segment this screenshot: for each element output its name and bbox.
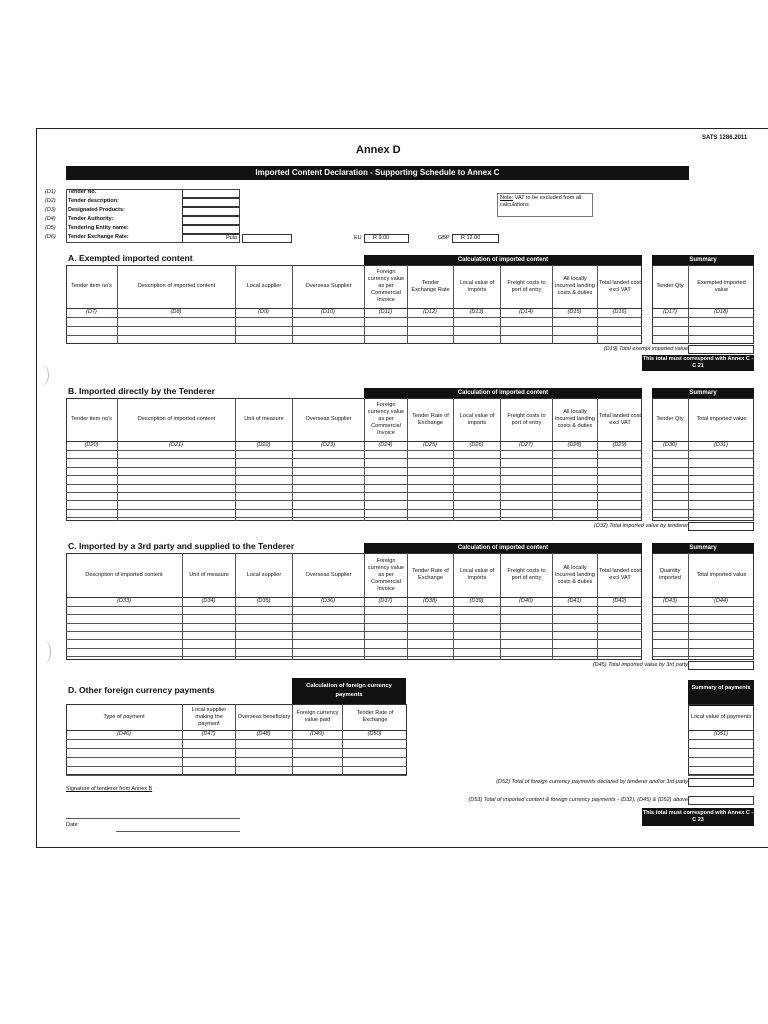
summary-row[interactable] [652, 500, 754, 501]
column-header: Foreign currency value as per Commercial Invoice [364, 265, 407, 308]
d52-total-field[interactable] [688, 778, 754, 787]
column-code: (D24) [378, 442, 393, 448]
section-total-field[interactable] [688, 522, 754, 531]
table-row[interactable] [66, 606, 642, 607]
column-header: Overseas beneficiary [235, 704, 292, 730]
summary-header-divider [652, 308, 754, 309]
summary-row[interactable] [652, 623, 754, 624]
info-code: (D4) [45, 216, 56, 222]
summary-header-bar: Summary of payments [688, 680, 754, 706]
table-row[interactable] [66, 757, 407, 758]
summary-header-bar: Summary [652, 255, 754, 265]
column-divider [453, 265, 454, 344]
column-code: (D42) [612, 598, 627, 604]
table-row[interactable] [66, 748, 407, 749]
summary-column-header: Exempted imported value [688, 265, 754, 308]
column-divider [292, 265, 293, 344]
info-code: (D2) [45, 198, 56, 204]
table-row[interactable] [66, 623, 642, 624]
calc-header-bar: Calculation of imported content [364, 255, 642, 265]
summary-row[interactable] [652, 326, 754, 327]
column-divider [552, 265, 553, 344]
summary-header-bar: Summary [652, 388, 754, 398]
column-header: Overseas Supplier [292, 398, 364, 441]
summary-row[interactable] [652, 639, 754, 640]
summary-row[interactable] [688, 766, 754, 767]
summary-row[interactable] [652, 335, 754, 336]
summary-row[interactable] [688, 775, 754, 776]
annex-title: Annex D [356, 144, 401, 156]
info-label: Tender Authority: [68, 216, 114, 222]
column-header: Freight costs to port of entry [500, 398, 552, 441]
summary-column-code: (D30) [663, 442, 677, 448]
summary-column-code: (D31) [714, 442, 728, 448]
info-code: (D6) [45, 234, 56, 240]
summary-row[interactable] [652, 509, 754, 510]
column-code: (D38) [423, 598, 437, 604]
table-row[interactable] [66, 614, 642, 615]
table-row[interactable] [66, 458, 642, 459]
summary-row[interactable] [688, 739, 754, 740]
column-header: Foreign currency value paid [292, 704, 342, 730]
column-code: (D50) [367, 731, 382, 737]
summary-header-bar: Summary [652, 543, 754, 553]
summary-row[interactable] [688, 757, 754, 758]
column-code: (D27) [519, 442, 533, 448]
column-code: (D8) [170, 309, 182, 315]
vat-note-text: VAT to be excluded from all calculations [500, 195, 582, 208]
summary-column-header: Tender Qty [656, 283, 684, 289]
summary-column-header: Total imported value [688, 553, 754, 597]
summary-column-header: Quantity imported [659, 568, 681, 581]
column-header: Overseas Supplier [292, 265, 364, 308]
column-code: (D41) [567, 598, 582, 604]
section-total-label: (D19) Total exempt imported value [603, 346, 688, 352]
info-code: (D3) [45, 207, 56, 213]
column-divider [407, 265, 408, 344]
section-total-label: (D45) Total imported value by 3rd party [592, 662, 688, 668]
column-header: Total landed cost excl VAT [597, 398, 642, 441]
column-code: (D28) [567, 442, 582, 448]
column-code: (D16) [612, 309, 627, 315]
column-divider [235, 398, 236, 521]
summary-row[interactable] [652, 614, 754, 615]
column-divider [552, 398, 553, 521]
summary-column-header: Tender Qty [656, 416, 684, 422]
column-code: (D46) [117, 731, 131, 737]
column-code: (D26) [469, 442, 484, 448]
column-header: All locally incurred landing costs & duties [552, 398, 597, 441]
summary-row[interactable] [688, 748, 754, 749]
table-row[interactable] [66, 450, 642, 451]
table-row[interactable] [66, 775, 407, 776]
section-title: B. Imported directly by the Tenderer [68, 386, 215, 396]
column-code: (D25) [423, 442, 437, 448]
eu-label: EU [354, 235, 362, 241]
column-code: (D22) [256, 442, 271, 448]
date-line [116, 831, 240, 832]
column-header: Description of imported content [117, 398, 235, 441]
summary-row[interactable] [652, 656, 754, 657]
column-code: (D29) [612, 442, 627, 448]
column-code: (D20) [84, 442, 99, 448]
column-header: Tender item no's [71, 283, 112, 289]
column-header: Local value of imports [453, 553, 500, 597]
column-code: (D12) [423, 309, 437, 315]
main-header-bar: Imported Content Declaration - Supporting Schedule to Annex C [66, 166, 689, 180]
column-header: Freight costs to port of entry [500, 553, 552, 597]
gbp-rate-field[interactable] [452, 234, 499, 243]
section-total-field[interactable] [688, 345, 754, 354]
table-row[interactable] [66, 631, 642, 632]
summary-header-divider [652, 441, 754, 442]
summary-column-code: (D44) [714, 598, 728, 604]
column-header: Local supplier [235, 265, 292, 308]
column-divider [453, 398, 454, 521]
column-header: Unit of measure [235, 398, 292, 441]
column-code: (D23) [321, 442, 335, 448]
summary-row[interactable] [652, 317, 754, 318]
header-divider [66, 597, 642, 598]
column-header: All locally incurred landing costs & duties [552, 265, 597, 308]
column-divider [500, 265, 501, 344]
vat-note [497, 193, 593, 217]
summary-header-divider [688, 730, 754, 731]
column-divider [597, 265, 598, 344]
column-code: (D10) [321, 309, 335, 315]
column-code: (D15) [567, 309, 582, 315]
info-label: Tendering Entity name: [68, 225, 129, 231]
summary-row[interactable] [652, 492, 754, 493]
summary-row[interactable] [652, 484, 754, 485]
column-divider [364, 265, 365, 344]
column-code: (D34) [201, 598, 216, 604]
column-divider [364, 398, 365, 521]
column-code: (D40) [519, 598, 533, 604]
correspond-note: This total must correspond with Annex C - C 21 [642, 356, 754, 369]
column-code: (D37) [378, 598, 393, 604]
calc-header-bar: Calculation of foreign currency payments [292, 678, 406, 704]
column-code: (D14) [519, 309, 533, 315]
signature-line [66, 818, 240, 819]
summary-column-header: Total imported value [688, 398, 754, 441]
info-label: Designated Products: [68, 207, 125, 213]
gbp-label: GBP [438, 235, 450, 241]
date-label: Date: [66, 822, 80, 828]
column-header: All locally incurred landing costs & duties [552, 553, 597, 597]
summary-row[interactable] [652, 606, 754, 607]
column-divider [117, 265, 118, 344]
column-header: Total landed cost excl VAT [597, 553, 642, 597]
column-header: Tender Rate of Exchange [407, 398, 453, 441]
info-label: Tender Exchange Rate: [68, 234, 129, 240]
summary-column-code: (D43) [663, 598, 677, 604]
summary-row[interactable] [652, 458, 754, 459]
vat-note-label: Note: [500, 195, 514, 201]
header-divider [66, 441, 642, 442]
column-divider [407, 398, 408, 521]
table-row[interactable] [66, 656, 642, 657]
column-code: (D7) [86, 309, 97, 315]
table-row[interactable] [66, 492, 642, 493]
column-code: (D9) [258, 309, 269, 315]
table-row[interactable] [66, 648, 642, 649]
table-row[interactable] [66, 766, 407, 767]
info-label: Tender No. [68, 189, 97, 195]
summary-divider [688, 398, 689, 521]
table-row[interactable] [66, 317, 642, 318]
column-header: Foreign currency value as per Commercial Invoice [364, 553, 407, 597]
column-header: Description of imported content [117, 265, 235, 308]
column-header: Tender Rate of Exchange [407, 553, 453, 597]
column-header: Local value of imports [453, 398, 500, 441]
column-header: Freight costs to port of entry [500, 265, 552, 308]
document-reference: SATS 1286.2011 [702, 135, 748, 141]
column-code: (D47) [201, 731, 216, 737]
column-code: (D35) [256, 598, 271, 604]
info-code: (D5) [45, 225, 56, 231]
section-title: A. Exempted imported content [68, 253, 193, 263]
d53-total-field[interactable] [688, 796, 754, 805]
column-header: Tender item no's [71, 416, 112, 422]
summary-row[interactable] [652, 467, 754, 468]
column-code: (D39) [469, 598, 484, 604]
table-row[interactable] [66, 500, 642, 501]
column-code: (D48) [256, 731, 271, 737]
pula-label: Pula [226, 235, 238, 241]
summary-row[interactable] [652, 450, 754, 451]
gbp-rate-value: R 12.00 [461, 235, 481, 241]
column-header: Total landed cost excl VAT [597, 265, 642, 308]
column-header: Type of payment [103, 713, 145, 720]
summary-row[interactable] [652, 648, 754, 649]
d53-total-label: (D53) Total of imported content & foreign currency payments - (D32), (D45) & (D52) above [468, 797, 688, 803]
column-header: Local supplier making the payment [182, 704, 235, 730]
summary-column-code: (D51) [714, 731, 728, 737]
table-row[interactable] [66, 335, 642, 336]
column-header: Overseas Supplier [292, 553, 364, 597]
eu-rate-field[interactable] [364, 234, 409, 243]
table-row[interactable] [66, 739, 407, 740]
eu-rate-value: R 9.00 [373, 235, 390, 241]
d52-total-label: (D52) Total of foreign currency payments declared by tenderer and/or 3rd party [496, 779, 688, 785]
calc-header-bar: Calculation of imported content [364, 388, 642, 398]
correspond-note: This total must correspond with Annex C - C 23 [642, 808, 754, 826]
summary-column-header: Local value of payments [690, 713, 752, 720]
column-code: (D13) [469, 309, 484, 315]
info-code: (D1) [45, 189, 56, 195]
column-divider [117, 398, 118, 521]
table-row[interactable] [66, 484, 642, 485]
summary-divider [688, 265, 689, 344]
table-row[interactable] [66, 517, 642, 518]
calc-header-bar: Calculation of imported content [364, 543, 642, 553]
column-header: Local value of imports [453, 265, 500, 308]
table-row[interactable] [66, 475, 642, 476]
section-title: D. Other foreign currency payments [68, 685, 215, 695]
info-frame [66, 189, 240, 243]
column-code: (D11) [378, 309, 393, 315]
header-divider [66, 308, 642, 309]
column-header: Tender Rate of Exchange [342, 704, 407, 730]
column-code: (D49) [310, 731, 324, 737]
summary-row[interactable] [652, 475, 754, 476]
column-divider [292, 398, 293, 521]
signature-label: Signature of tenderer from Annex B [66, 786, 153, 792]
column-code: (D21) [169, 442, 183, 448]
column-header: Tender Exchange Rate [407, 265, 453, 308]
table-row[interactable] [66, 509, 642, 510]
column-divider [500, 398, 501, 521]
summary-header-divider [652, 597, 754, 598]
summary-column-code: (D17) [663, 309, 677, 315]
column-header: Unit of measure [182, 553, 235, 597]
summary-row[interactable] [652, 517, 754, 518]
column-code: (D36) [321, 598, 335, 604]
pula-field[interactable] [242, 234, 292, 243]
table-row[interactable] [66, 326, 642, 327]
column-divider [235, 265, 236, 344]
header-divider [66, 730, 407, 731]
info-label: Tender description: [68, 198, 119, 204]
summary-column-code: (D18) [714, 309, 728, 315]
column-header: Description of imported content [85, 571, 163, 578]
section-title: C. Imported by a 3rd party and supplied to the Tenderer [68, 541, 295, 551]
section-total-label: (D32) Total imported value by tenderer [594, 523, 688, 529]
column-code: (D33) [117, 598, 131, 604]
table-row[interactable] [66, 639, 642, 640]
section-total-field[interactable] [688, 661, 754, 670]
column-header: Local supplier [235, 553, 292, 597]
summary-row[interactable] [652, 631, 754, 632]
column-header: Foreign currency value as per Commercial Invoice [364, 398, 407, 441]
table-row[interactable] [66, 467, 642, 468]
column-divider [597, 398, 598, 521]
